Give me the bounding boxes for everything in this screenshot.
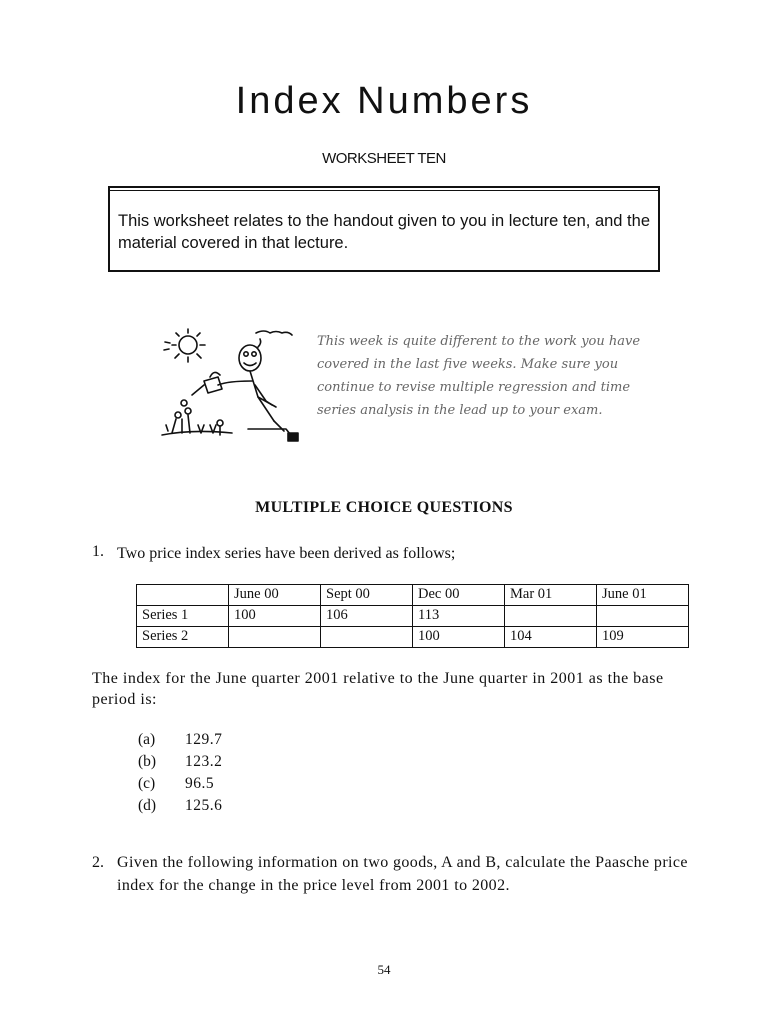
watering-can-icon <box>192 372 222 395</box>
sun-icon <box>164 329 205 362</box>
table-cell: 106 <box>321 606 413 627</box>
section-heading: MULTIPLE CHOICE QUESTIONS <box>255 499 513 516</box>
price-index-table <box>136 584 689 648</box>
question-2-number: 2. <box>92 854 104 871</box>
page-title: Index Numbers <box>235 80 533 122</box>
table-cell: Series 1 <box>137 606 229 627</box>
table-cell: 113 <box>413 606 505 627</box>
table-cell: Sept 00 <box>321 585 413 606</box>
page-number: 54 <box>377 962 391 977</box>
question-1-stem: The index for the June quarter 2001 relative to the June quarter in 2001 as the base period is: <box>92 670 664 708</box>
gardener-cartoon-illustration <box>158 325 308 450</box>
table-cell: Series 2 <box>137 627 229 648</box>
flowers-icon <box>162 400 232 435</box>
question-2-text: Given the following information on two goods, A and B, calculate the Paasche price index for the change in the price level from 2001 to 2002. <box>117 854 688 894</box>
option-label: (a) <box>138 731 156 748</box>
table-cell: Mar 01 <box>505 585 597 606</box>
option-value: 96.5 <box>185 775 215 792</box>
option-label: (b) <box>138 753 157 770</box>
intro-text: This worksheet relates to the handout given to you in lecture ten, and the material covered in that lecture. <box>118 212 650 252</box>
table-cell <box>597 606 689 627</box>
question-1-text: Two price index series have been derived as follows; <box>117 545 456 562</box>
table-cell: 100 <box>413 627 505 648</box>
intro-box <box>108 186 660 272</box>
table-cell: 104 <box>505 627 597 648</box>
table-header-row <box>137 585 689 606</box>
table-cell: 109 <box>597 627 689 648</box>
table-cell: June 01 <box>597 585 689 606</box>
table-cell: Dec 00 <box>413 585 505 606</box>
table-row <box>137 606 689 627</box>
table-cell <box>321 627 413 648</box>
handwritten-note: This week is quite different to the work you have covered in the last five weeks. Make sure you continue to revise multiple regression and time series analysis in the lead up to your exam. <box>317 334 641 418</box>
worksheet-subtitle: WORKSHEET TEN <box>322 150 446 167</box>
table-cell <box>505 606 597 627</box>
option-value: 125.6 <box>185 797 223 814</box>
option-value: 129.7 <box>185 731 223 748</box>
option-label: (c) <box>138 775 156 792</box>
cloud-icon <box>256 331 292 335</box>
table-cell: June 00 <box>229 585 321 606</box>
table-cell: 100 <box>229 606 321 627</box>
question-1-number: 1. <box>92 543 104 560</box>
option-value: 123.2 <box>185 753 223 770</box>
gardener-figure <box>218 339 298 441</box>
table-cell <box>229 627 321 648</box>
option-label: (d) <box>138 797 157 814</box>
table-cell <box>137 585 229 606</box>
table-row <box>137 627 689 648</box>
